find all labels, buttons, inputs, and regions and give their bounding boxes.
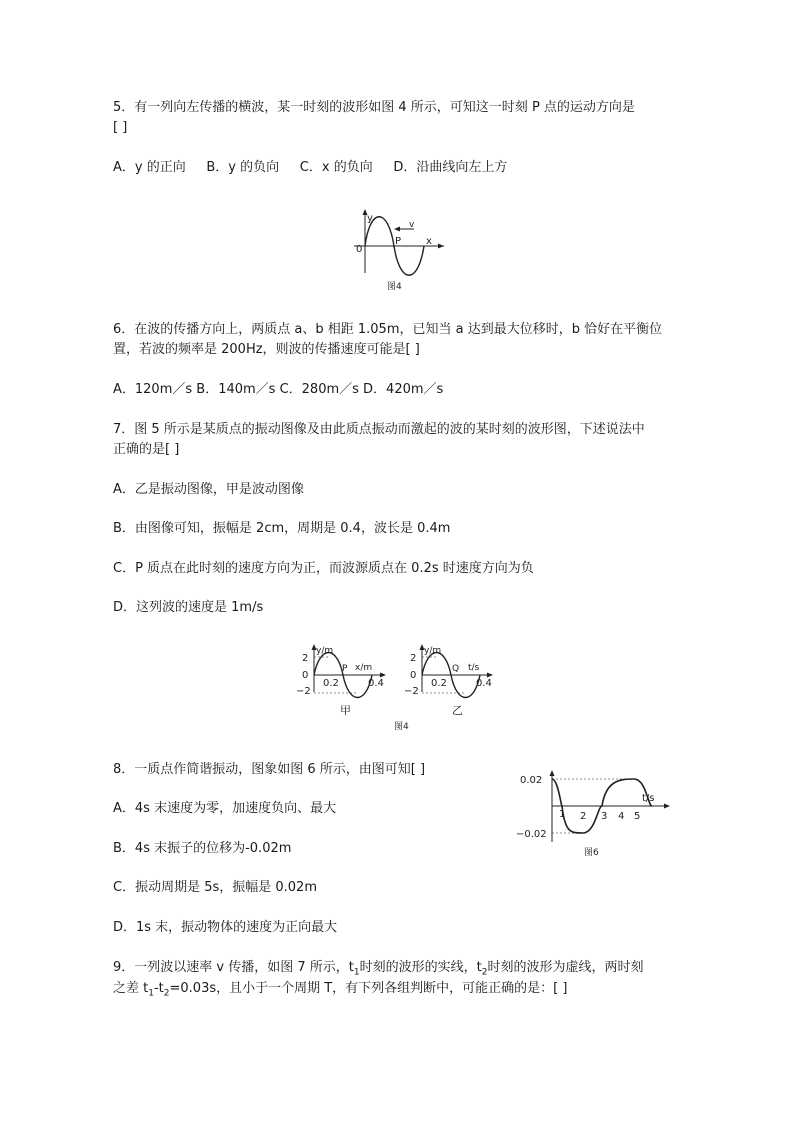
fig6-tick-3: 3	[601, 811, 608, 822]
yi-point-q: Q	[452, 664, 460, 674]
fig6-tick-2: 2	[580, 811, 587, 822]
jia-y-zero: 0	[302, 670, 309, 681]
q8-stem: 8．一质点作简谐振动，图象如图 6 所示，由图可知[ ]	[113, 762, 426, 777]
q5-stem-line1: 5．有一列向左传播的横波，某一时刻的波形如图 4 所示，可知这一时刻 P 点的运动方向是	[113, 100, 635, 115]
yi-x-label: t/s	[468, 663, 480, 673]
subscript: 2	[481, 967, 488, 978]
q9-text: 之差 t	[113, 981, 149, 996]
jia-tick-2: 0.4	[368, 678, 384, 689]
yi-y-bottom: −2	[404, 686, 419, 697]
q9-text: 9．一列波以速率 v 传播，如图 7 所示，t	[113, 960, 354, 975]
jia-y-label: y/m	[316, 646, 334, 656]
q6-stem-line1: 6．在波的传播方向上，两质点 a、b 相距 1.05m，已知当 a 达到最大位移时，b 恰好在平衡位	[113, 322, 663, 337]
yi-tick-1: 0.2	[431, 678, 447, 689]
q6-options: A．120m／s B．140m／s C．280m／s D．420m／s	[113, 382, 444, 397]
q8-option-a: A．4s 末速度为零，加速度负向、最大	[113, 801, 337, 816]
fig6-y-bottom: −0.02	[516, 829, 547, 840]
yi-tick-2: 0.4	[476, 678, 492, 689]
q9-text: 时刻的波形的实线，t	[359, 960, 482, 975]
yi-y-label: y/m	[424, 646, 442, 656]
q8-option-c: C．振动周期是 5s，振幅是 0.02m	[113, 880, 317, 895]
fig4-x-label: x	[426, 236, 432, 247]
yi-y-top: 2	[410, 653, 417, 664]
q5-stem-line2: [ ]	[113, 120, 128, 135]
subscript: 1	[353, 967, 360, 978]
q9-text: -t	[153, 981, 164, 996]
graph-right-yi	[404, 644, 493, 717]
yi-label: 乙	[452, 704, 463, 717]
fig4-point-p: P	[395, 236, 402, 247]
figure-4-wave	[348, 205, 453, 295]
jia-y-bottom: −2	[296, 686, 311, 697]
q9-text: =0.03s，且小于一个周期 T，有下列各组判断中，可能正确的是：[ ]	[169, 981, 568, 996]
q8-option-d: D．1s 末，振动物体的速度为正向最大	[113, 920, 338, 935]
fig4-velocity-label: v	[409, 220, 415, 230]
fig6-tick-4: 4	[618, 811, 625, 822]
jia-y-top: 2	[302, 653, 309, 664]
fig6-x-label: t/s	[642, 793, 655, 804]
fig6-tick-1: 1	[559, 809, 566, 820]
jia-x-label: x/m	[355, 663, 373, 673]
jia-label: 甲	[340, 704, 351, 717]
fig4-caption: 图4	[387, 282, 402, 292]
q7-option-d: D．这列波的速度是 1m/s	[113, 600, 264, 615]
yi-y-zero: 0	[410, 670, 417, 681]
subscript: 2	[163, 988, 170, 999]
q5-options: A．y 的正向 B．y 的负向 C．x 的负向 D．沿曲线向左上方	[113, 160, 508, 175]
q7-option-c: C．P 质点在此时刻的速度方向为正，而波源质点在 0.2s 时速度方向为负	[113, 561, 534, 576]
q8-option-b: B．4s 末振子的位移为-0.02m	[113, 841, 292, 856]
fig4-y-label: y	[367, 213, 373, 224]
figure-6-oscillation	[508, 766, 678, 862]
q7-stem-line1: 7．图 5 所示是某质点的振动图像及由此质点振动而激起的波的某时刻的波形图，下述说法中	[113, 422, 645, 437]
q7-option-a: A．乙是振动图像，甲是波动图像	[113, 482, 304, 497]
graph-left-jia	[296, 644, 386, 717]
q7-option-b: B．由图像可知，振幅是 2cm，周期是 0.4，波长是 0.4m	[113, 521, 451, 536]
q7-stem-line2: 正确的是[ ]	[113, 442, 180, 457]
subscript: 1	[148, 988, 154, 999]
jia-tick-1: 0.2	[323, 678, 339, 689]
q6-stem-line2: 置，若波的频率是 200Hz，则波的传播速度可能是[ ]	[113, 342, 420, 357]
fig6-caption: 图6	[584, 848, 599, 858]
q9-stem-line2	[113, 979, 567, 1004]
q9-text: 时刻的波形为虚线，两时刻	[487, 960, 644, 975]
figure-5-graphs	[292, 640, 507, 732]
jia-point-p: P	[342, 664, 348, 674]
fig6-tick-5: 5	[634, 811, 641, 822]
fig5-caption: 图4	[394, 722, 409, 732]
fig6-y-top: 0.02	[520, 775, 543, 786]
fig4-origin-label: 0	[356, 244, 363, 255]
